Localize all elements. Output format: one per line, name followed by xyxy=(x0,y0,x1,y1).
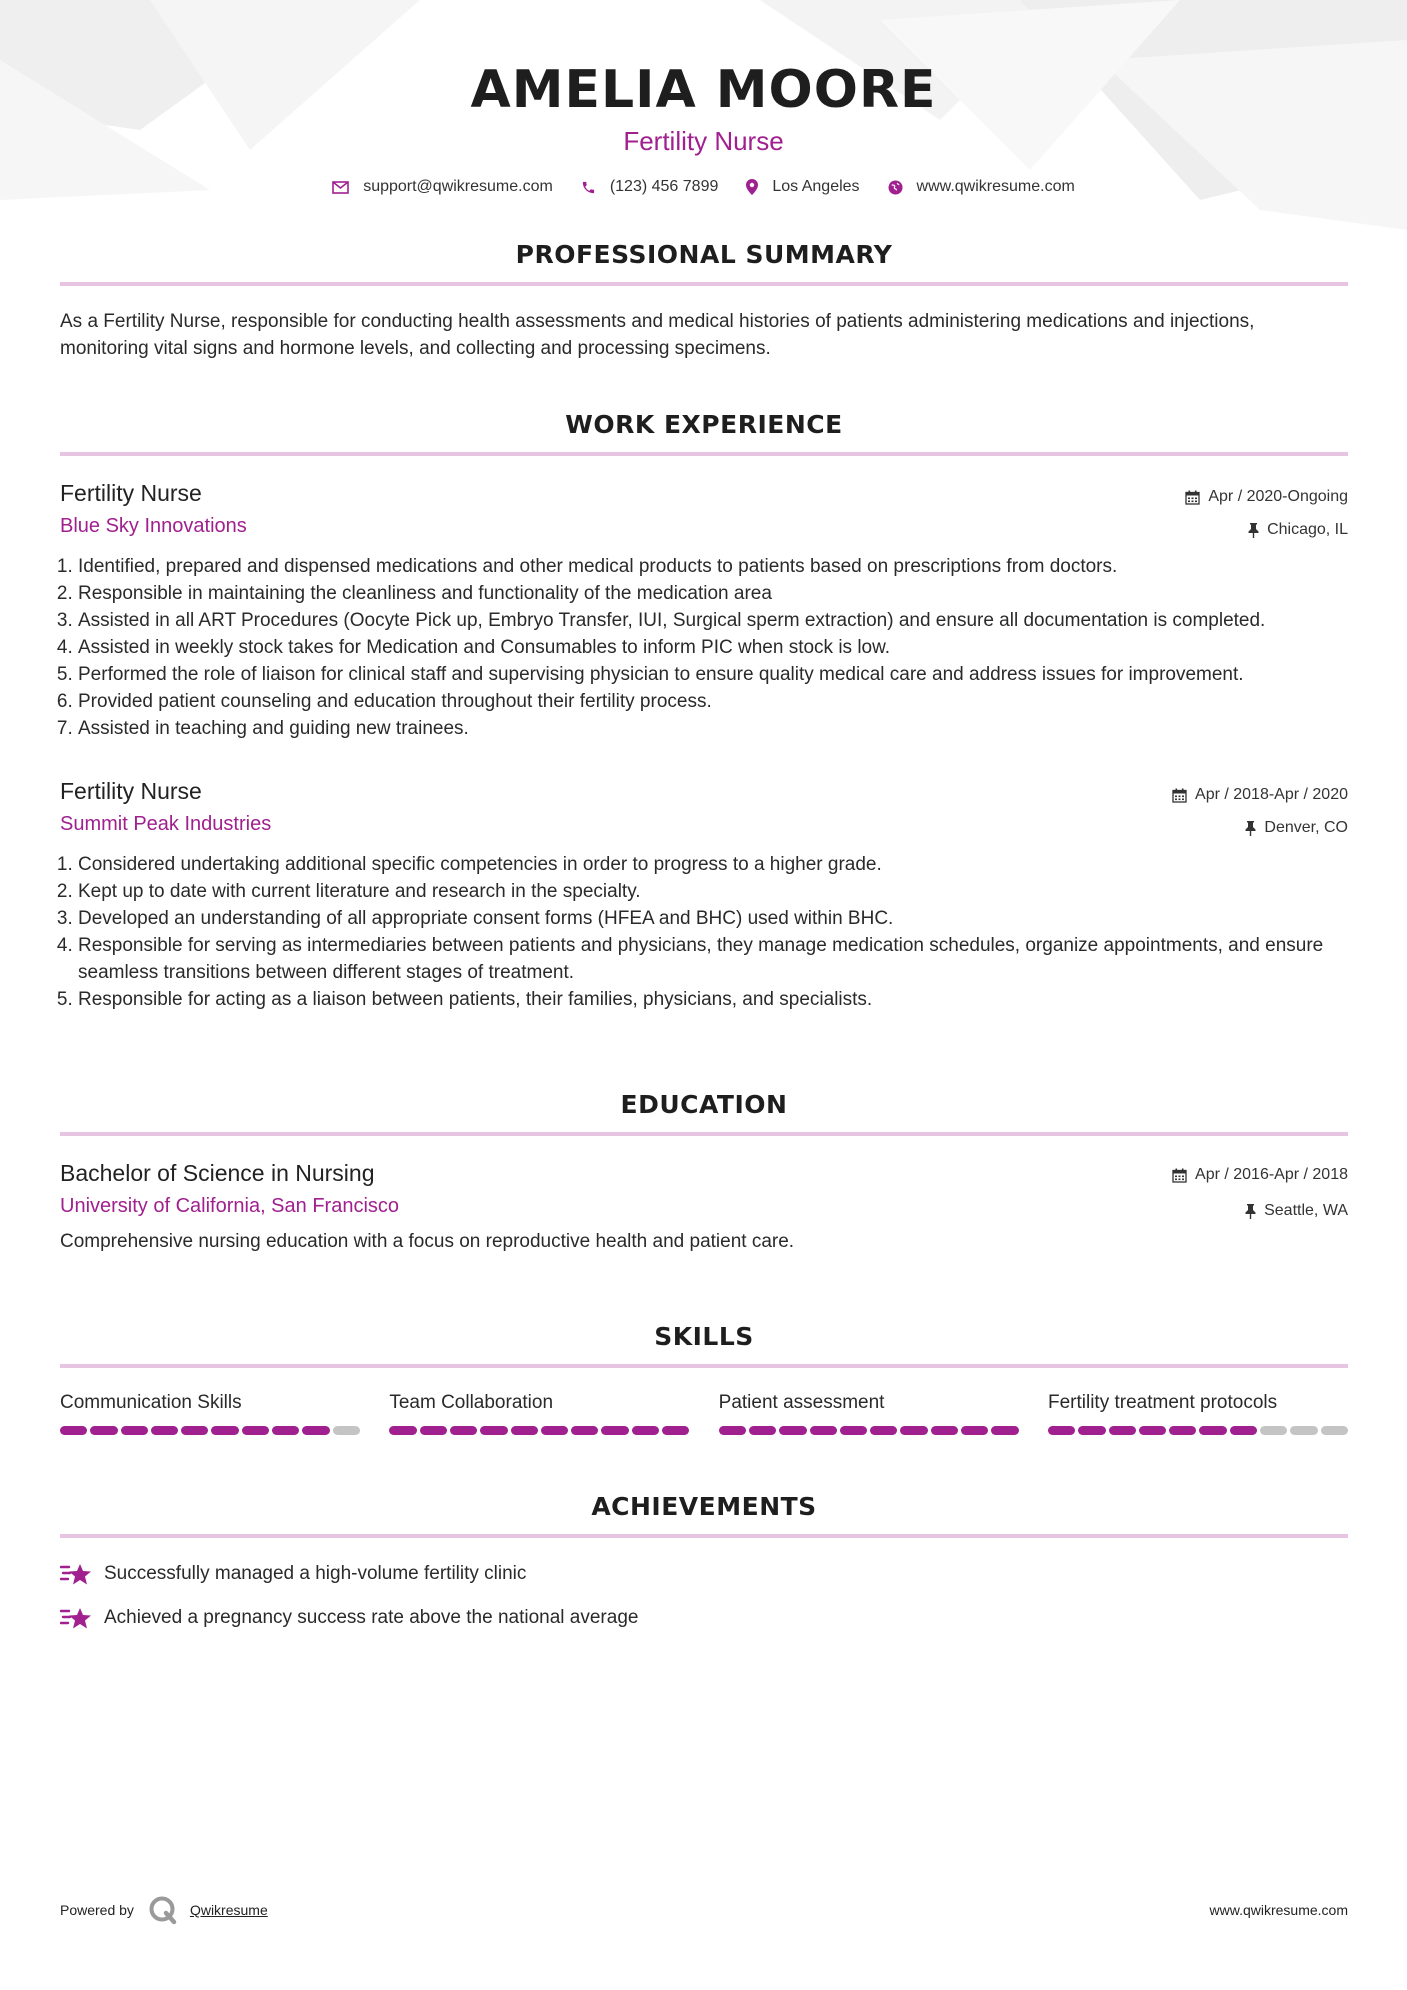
skill-segment-filled xyxy=(870,1426,897,1435)
skill-segment-filled xyxy=(991,1426,1018,1435)
candidate-role: Fertility Nurse xyxy=(623,126,784,156)
skill-name: Team Collaboration xyxy=(389,1392,554,1413)
job-date-text: Apr / 2020-Ongoing xyxy=(1208,488,1348,505)
education-description: Comprehensive nursing education with a focus on reproductive health and patient care. xyxy=(60,1231,795,1252)
skill-segment-empty xyxy=(1290,1426,1317,1435)
skill-segment-filled xyxy=(1199,1426,1226,1435)
summary-text: As a Fertility Nurse, responsible for conducting health assessments and medical histories of patients administering medications and injections, monitoring vital signs and hormone levels, and collecting and processing specimens. xyxy=(60,311,1255,359)
duty-item: 7. Assisted in teaching and guiding new trainees. xyxy=(78,715,1348,742)
duty-list xyxy=(60,851,1348,1013)
map-marker-icon xyxy=(746,179,758,195)
skill-item xyxy=(1048,1390,1348,1435)
skill-segment-filled xyxy=(749,1426,776,1435)
summary-title: PROFESSIONAL SUMMARY xyxy=(515,240,893,269)
duty-item: 3. Assisted in all ART Procedures (Oocyte Pick up, Embryo Transfer, IUI, Surgical sperm extraction) and ensure all documentation is completed. xyxy=(78,607,1348,634)
job-date xyxy=(1172,784,1348,806)
contact-bar xyxy=(0,178,1407,196)
skill-segment-filled xyxy=(211,1426,238,1435)
skill-segment-filled xyxy=(60,1426,87,1435)
skill-segment-filled xyxy=(511,1426,538,1435)
contact-website[interactable] xyxy=(888,178,1075,196)
skill-segment-filled xyxy=(121,1426,148,1435)
duty-item: 1. Identified, prepared and dispensed medications and other medical products to patients based on prescriptions from doctors. xyxy=(78,553,1348,580)
location-text: Los Angeles xyxy=(772,178,860,195)
candidate-name: AMELIA MOORE xyxy=(470,60,937,120)
job-date xyxy=(1185,486,1348,508)
achievement-text: Successfully managed a high-volume fertility clinic xyxy=(104,1563,527,1584)
skill-segment-filled xyxy=(151,1426,178,1435)
duty-item: 4. Responsible for serving as intermediaries between patients and physicians, they manage medication schedules, organize appointments, and ensure seamless transitions between different stages of treatment. xyxy=(78,932,1348,986)
experience-title: WORK EXPERIENCE xyxy=(565,410,843,439)
education-location xyxy=(1172,1200,1348,1222)
contact-location xyxy=(746,178,859,196)
skill-name: Patient assessment xyxy=(718,1392,885,1413)
skill-segment-filled xyxy=(302,1426,329,1435)
footer-website[interactable]: www.qwikresume.com xyxy=(1209,1902,1348,1918)
job-location xyxy=(1172,817,1348,839)
duty-item: 2. Kept up to date with current literature and research in the specialty. xyxy=(78,878,1348,905)
skill-segment-empty xyxy=(333,1426,360,1435)
education-section xyxy=(60,1088,1348,1255)
email-text: support@qwikresume.com xyxy=(363,178,553,195)
skill-segment-filled xyxy=(90,1426,117,1435)
skill-segment-filled xyxy=(719,1426,746,1435)
degree-title: Bachelor of Science in Nursing xyxy=(60,1160,375,1186)
skill-segment-filled xyxy=(1230,1426,1257,1435)
achievement-item xyxy=(60,1560,1348,1587)
job-location-text: Denver, CO xyxy=(1264,819,1348,836)
summary-section xyxy=(60,238,1348,362)
skill-segment-filled xyxy=(840,1426,867,1435)
skill-segment-filled xyxy=(779,1426,806,1435)
education-location-text: Seattle, WA xyxy=(1264,1202,1348,1219)
contact-phone[interactable] xyxy=(581,178,719,196)
achievement-text: Achieved a pregnancy success rate above the national average xyxy=(104,1607,639,1628)
skills-section xyxy=(60,1320,1348,1435)
achievement-item xyxy=(60,1604,1348,1631)
calendar-icon xyxy=(1172,788,1187,803)
duty-item: 2. Responsible in maintaining the cleanliness and functionality of the medication area xyxy=(78,580,1348,607)
skill-segment-filled xyxy=(1078,1426,1105,1435)
pin-icon xyxy=(1248,523,1259,538)
achievements-section xyxy=(60,1490,1348,1631)
skill-segment-filled xyxy=(389,1426,416,1435)
skill-segment-filled xyxy=(571,1426,598,1435)
job-entry xyxy=(60,776,1348,1013)
calendar-icon xyxy=(1185,490,1200,505)
skill-segment-filled xyxy=(272,1426,299,1435)
skill-segment-filled xyxy=(1048,1426,1075,1435)
experience-section xyxy=(60,408,1348,1013)
achievements-list xyxy=(60,1560,1348,1631)
powered-by-label: Powered by xyxy=(60,1902,134,1918)
education-entry xyxy=(60,1158,1348,1255)
skill-segment-filled xyxy=(601,1426,628,1435)
skill-segment-filled xyxy=(480,1426,507,1435)
section-divider xyxy=(60,1534,1348,1538)
duty-item: 4. Assisted in weekly stock takes for Medication and Consumables to inform PIC when stock is low. xyxy=(78,634,1348,661)
shooting-star-icon xyxy=(60,1605,92,1631)
duty-item: 6. Provided patient counseling and education throughout their fertility process. xyxy=(78,688,1348,715)
skills-title: SKILLS xyxy=(654,1322,754,1351)
duty-item: 1. Considered undertaking additional specific competencies in order to progress to a higher grade. xyxy=(78,851,1348,878)
skill-name: Communication Skills xyxy=(60,1392,242,1413)
job-company: Summit Peak Industries xyxy=(60,813,272,835)
skill-segment-filled xyxy=(1169,1426,1196,1435)
phone-text: (123) 456 7899 xyxy=(609,178,719,195)
duty-item: 5. Performed the role of liaison for clinical staff and supervising physician to ensure quality medical care and address issues for improvement. xyxy=(78,661,1348,688)
skill-level-bar xyxy=(60,1426,360,1435)
skills-list xyxy=(60,1390,1348,1435)
skill-segment-filled xyxy=(961,1426,988,1435)
skill-segment-empty xyxy=(1260,1426,1287,1435)
skill-segment-filled xyxy=(632,1426,659,1435)
skill-segment-filled xyxy=(242,1426,269,1435)
skill-item xyxy=(719,1390,1019,1435)
section-divider xyxy=(60,1132,1348,1136)
skill-segment-filled xyxy=(931,1426,958,1435)
skill-name: Fertility treatment protocols xyxy=(1047,1392,1278,1413)
skill-segment-filled xyxy=(450,1426,477,1435)
pin-icon xyxy=(1245,821,1256,836)
qwikresume-logo-icon xyxy=(148,1895,178,1925)
job-title: Fertility Nurse xyxy=(60,778,202,804)
duty-item: 5. Responsible for acting as a liaison between patients, their families, physicians, and specialists. xyxy=(78,986,1348,1013)
skill-segment-filled xyxy=(181,1426,208,1435)
website-text: www.qwikresume.com xyxy=(916,178,1075,195)
skill-segment-filled xyxy=(810,1426,837,1435)
job-entry xyxy=(60,478,1348,742)
skill-segment-filled xyxy=(541,1426,568,1435)
skill-item xyxy=(389,1390,689,1435)
section-divider xyxy=(60,452,1348,456)
duty-item: 3. Developed an understanding of all appropriate consent forms (HFEA and BHC) used within BHC. xyxy=(78,905,1348,932)
page-footer xyxy=(60,1895,1348,1925)
job-location-text: Chicago, IL xyxy=(1267,521,1348,538)
education-date xyxy=(1172,1164,1348,1186)
skill-segment-filled xyxy=(900,1426,927,1435)
school-name: University of California, San Francisco xyxy=(60,1195,400,1217)
section-divider xyxy=(60,1364,1348,1368)
skill-level-bar xyxy=(389,1426,689,1435)
job-company: Blue Sky Innovations xyxy=(60,515,247,537)
achievements-title: ACHIEVEMENTS xyxy=(591,1492,817,1521)
education-title: EDUCATION xyxy=(620,1090,788,1119)
contact-email[interactable] xyxy=(332,178,553,196)
job-date-text: Apr / 2018-Apr / 2020 xyxy=(1195,786,1348,803)
brand-link[interactable]: Qwikresume xyxy=(189,1902,268,1918)
duty-list xyxy=(60,553,1348,742)
shooting-star-icon xyxy=(60,1561,92,1587)
skill-segment-filled xyxy=(420,1426,447,1435)
skill-segment-filled xyxy=(1109,1426,1136,1435)
pin-icon xyxy=(1245,1204,1256,1219)
skill-level-bar xyxy=(719,1426,1019,1435)
section-divider xyxy=(60,282,1348,286)
job-location xyxy=(1185,519,1348,541)
phone-icon xyxy=(581,180,596,195)
skill-segment-filled xyxy=(1139,1426,1166,1435)
envelope-icon xyxy=(332,181,349,194)
calendar-icon xyxy=(1172,1168,1187,1183)
skill-item xyxy=(60,1390,360,1435)
education-date-text: Apr / 2016-Apr / 2018 xyxy=(1195,1166,1348,1183)
globe-icon xyxy=(888,180,903,195)
skill-segment-empty xyxy=(1321,1426,1348,1435)
skill-segment-filled xyxy=(662,1426,689,1435)
resume-header xyxy=(0,0,1407,196)
job-title: Fertility Nurse xyxy=(60,480,202,506)
skill-level-bar xyxy=(1048,1426,1348,1435)
